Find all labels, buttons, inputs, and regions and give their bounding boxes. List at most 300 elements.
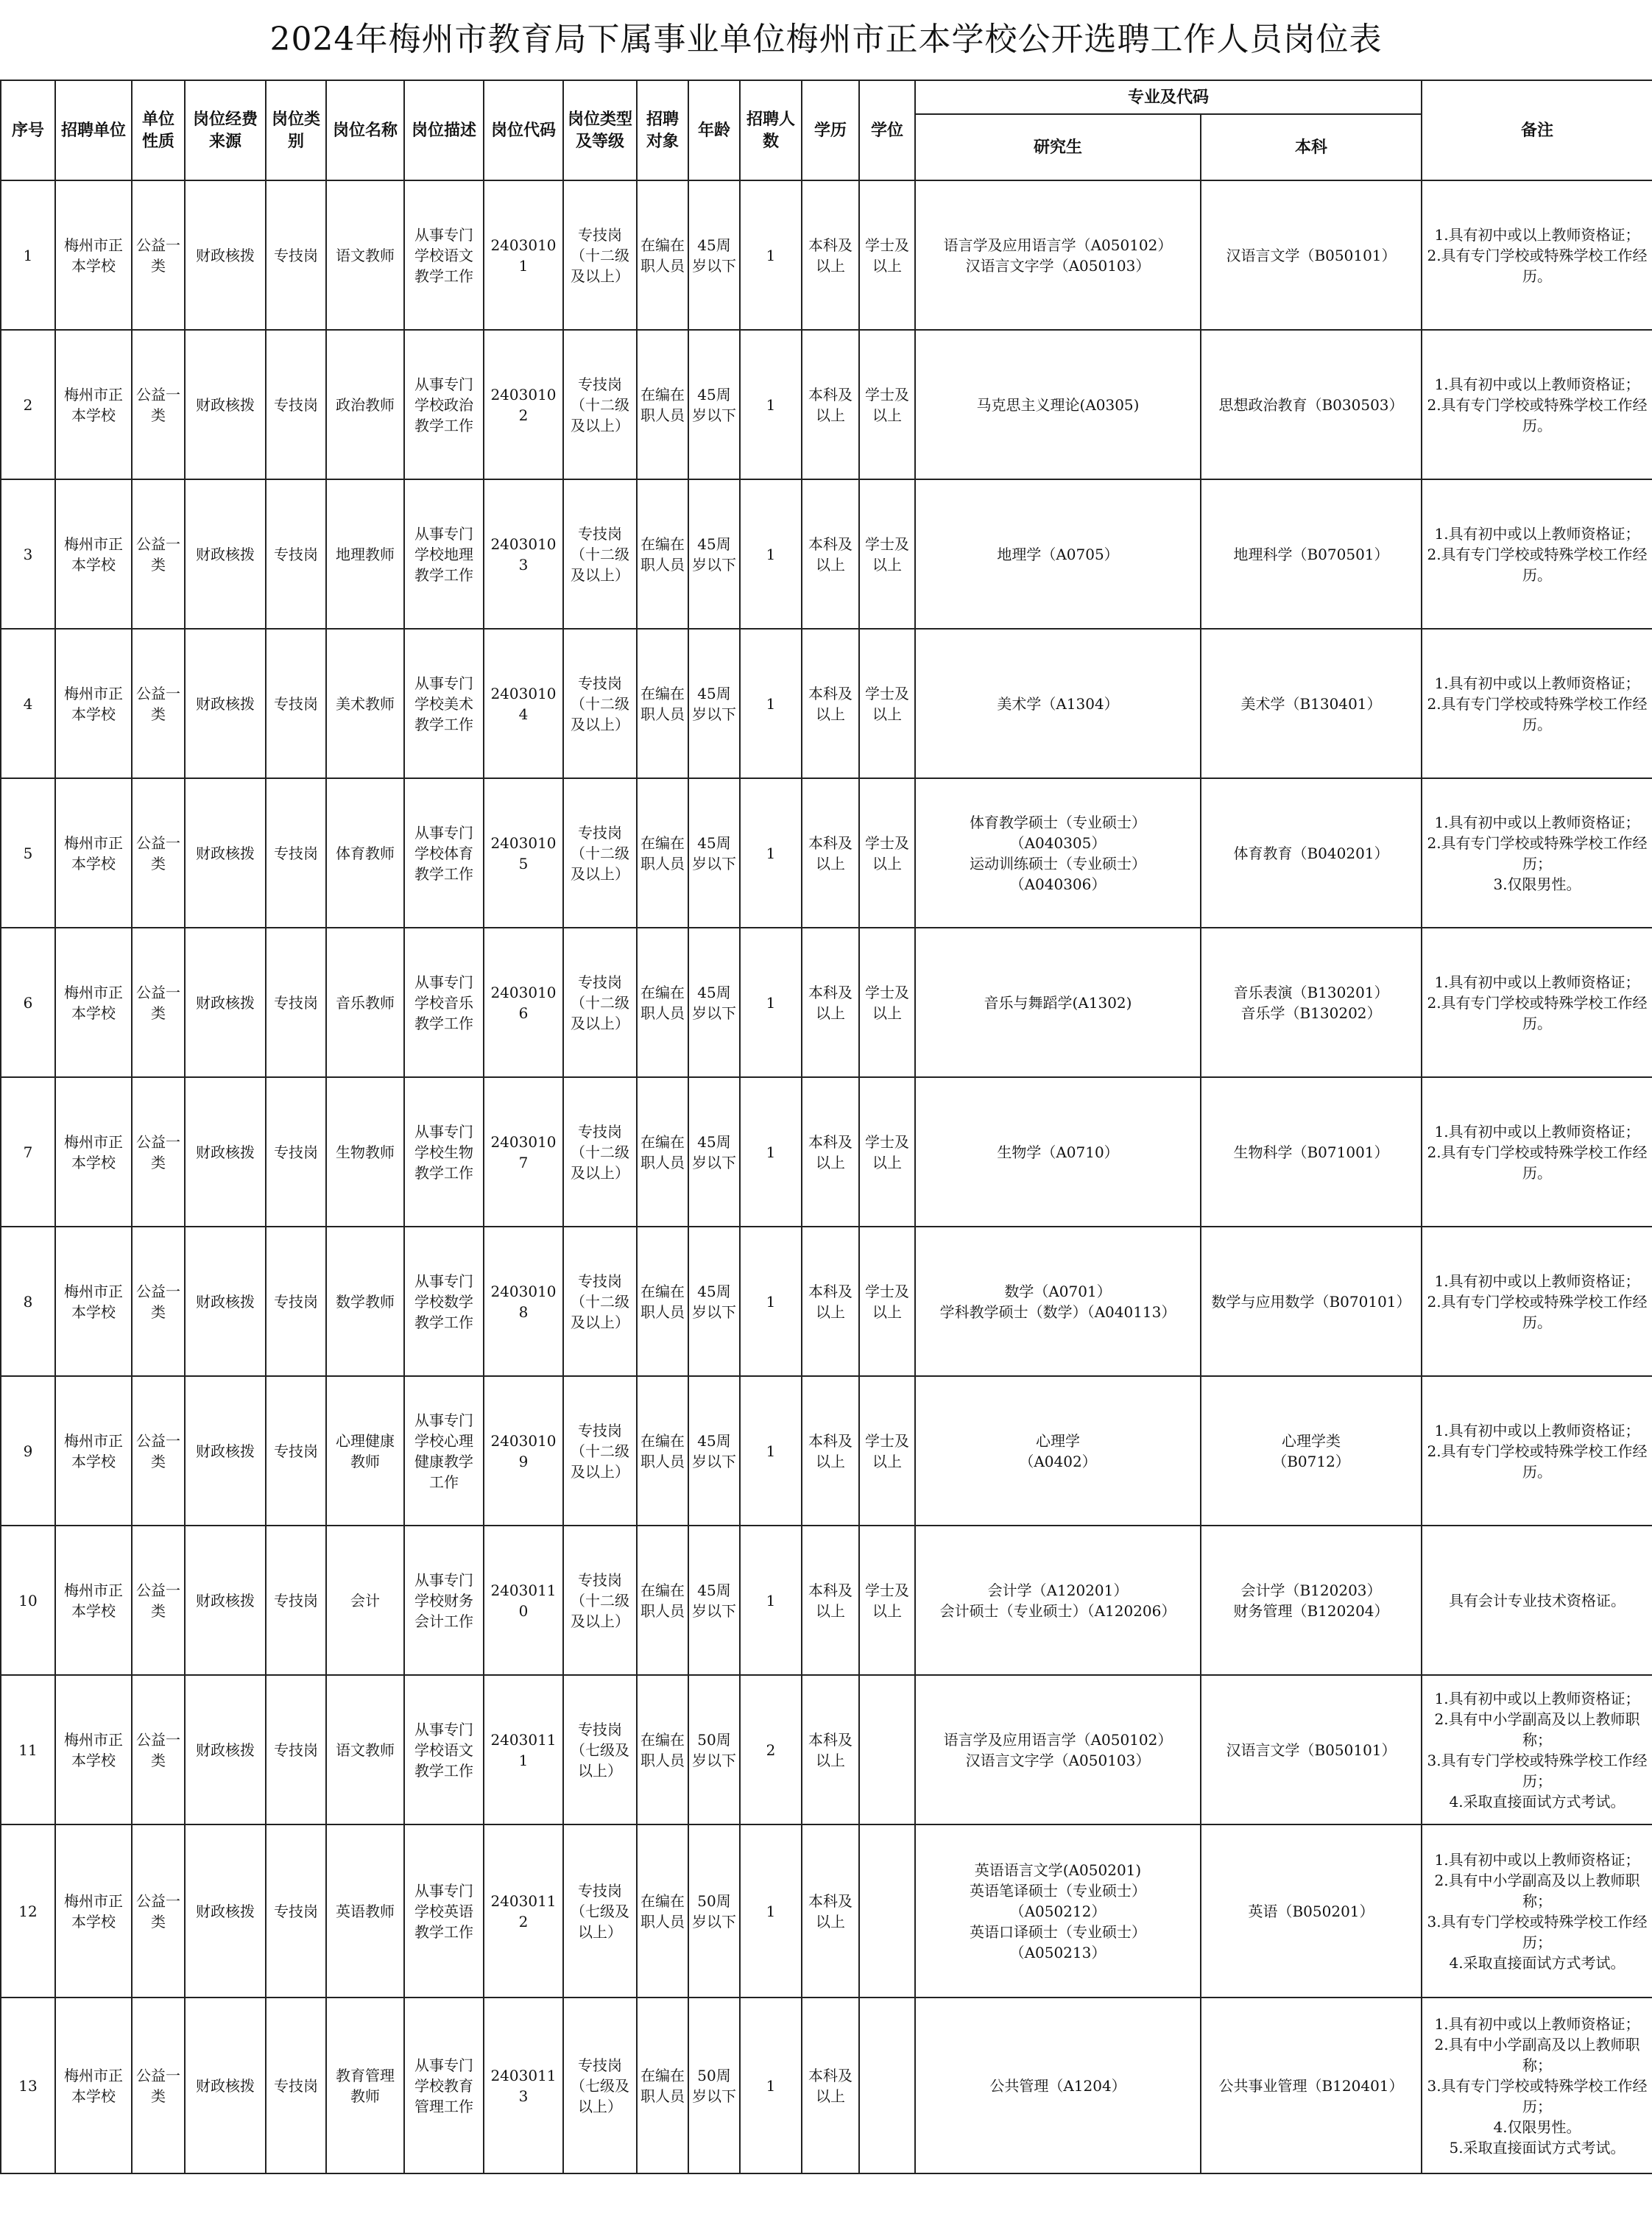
cell-undergrad-majors bbox=[1201, 180, 1422, 330]
remark-line: 2.具有中小学副高及以上教师职称； bbox=[1434, 2035, 1640, 2074]
cell-unit: 梅州市正本学校 bbox=[55, 1077, 132, 1227]
cell-undergrad-majors bbox=[1201, 928, 1422, 1077]
header-post-code: 岗位代码 bbox=[484, 80, 563, 180]
cell-post-level: 专技岗（十二级及以上） bbox=[563, 479, 637, 629]
cell-target: 在编在职人员 bbox=[637, 1526, 688, 1675]
cell-category: 专技岗 bbox=[266, 629, 326, 778]
cell-unit: 梅州市正本学校 bbox=[55, 180, 132, 330]
cell-degree: 学士及以上 bbox=[859, 330, 915, 479]
cell-post-code: 24030108 bbox=[484, 1227, 563, 1376]
cell-degree: 学士及以上 bbox=[859, 1077, 915, 1227]
cell-unit: 梅州市正本学校 bbox=[55, 479, 132, 629]
cell-post-desc: 从事专门学校政治教学工作 bbox=[404, 330, 484, 479]
table-row bbox=[1, 330, 1652, 479]
table-row bbox=[1, 479, 1652, 629]
cell-category: 专技岗 bbox=[266, 180, 326, 330]
cell-nature: 公益一类 bbox=[132, 1998, 185, 2173]
cell-unit: 梅州市正本学校 bbox=[55, 1675, 132, 1824]
remark-line: 1.具有初中或以上教师资格证； bbox=[1434, 973, 1640, 991]
table-row bbox=[1, 1998, 1652, 2173]
cell-degree: 学士及以上 bbox=[859, 1526, 915, 1675]
remark-line: 3.仅限男性。 bbox=[1493, 875, 1581, 893]
cell-post-name: 美术教师 bbox=[326, 629, 404, 778]
cell-post-level: 专技岗（十二级及以上） bbox=[563, 629, 637, 778]
header-remark: 备注 bbox=[1422, 80, 1652, 180]
cell-seq: 13 bbox=[1, 1998, 55, 2173]
cell-count: 1 bbox=[740, 479, 802, 629]
grad-major-line: 体育教学硕士（专业硕士） bbox=[970, 813, 1146, 831]
cell-post-code: 24030110 bbox=[484, 1526, 563, 1675]
cell-post-code: 24030103 bbox=[484, 479, 563, 629]
cell-age: 45周岁以下 bbox=[688, 629, 740, 778]
cell-post-desc: 从事专门学校地理教学工作 bbox=[404, 479, 484, 629]
grad-major-line: 汉语言文字学（A050103） bbox=[965, 256, 1151, 275]
cell-unit: 梅州市正本学校 bbox=[55, 1227, 132, 1376]
header-funding: 岗位经费来源 bbox=[185, 80, 266, 180]
grad-major-line: 地理学（A0705） bbox=[997, 545, 1119, 563]
recruitment-table bbox=[0, 80, 1652, 2174]
cell-remark bbox=[1422, 1227, 1652, 1376]
cell-age: 50周岁以下 bbox=[688, 1824, 740, 1998]
remark-line: 2.具有中小学副高及以上教师职称； bbox=[1434, 1871, 1640, 1910]
table-row bbox=[1, 1675, 1652, 1824]
cell-undergrad-majors bbox=[1201, 1998, 1422, 2173]
cell-funding: 财政核拨 bbox=[185, 1376, 266, 1526]
remark-line: 具有会计专业技术资格证。 bbox=[1449, 1591, 1626, 1609]
cell-post-name: 会计 bbox=[326, 1526, 404, 1675]
grad-major-line: 学科教学硕士（数学）（A040113） bbox=[939, 1302, 1176, 1321]
cell-unit: 梅州市正本学校 bbox=[55, 778, 132, 928]
cell-count: 1 bbox=[740, 1998, 802, 2173]
cell-age: 45周岁以下 bbox=[688, 1526, 740, 1675]
cell-target: 在编在职人员 bbox=[637, 330, 688, 479]
cell-funding: 财政核拨 bbox=[185, 180, 266, 330]
remark-line: 3.具有专门学校或特殊学校工作经历； bbox=[1427, 2076, 1648, 2115]
cell-grad-majors bbox=[915, 1526, 1201, 1675]
cell-seq: 3 bbox=[1, 479, 55, 629]
cell-age: 45周岁以下 bbox=[688, 778, 740, 928]
cell-post-name: 音乐教师 bbox=[326, 928, 404, 1077]
cell-unit: 梅州市正本学校 bbox=[55, 330, 132, 479]
cell-education: 本科及以上 bbox=[802, 928, 859, 1077]
cell-post-level: 专技岗（十二级及以上） bbox=[563, 330, 637, 479]
cell-count: 1 bbox=[740, 778, 802, 928]
undergrad-major-line: 音乐学（B130202） bbox=[1240, 1004, 1382, 1022]
cell-count: 1 bbox=[740, 1227, 802, 1376]
cell-age: 45周岁以下 bbox=[688, 1227, 740, 1376]
table-row bbox=[1, 629, 1652, 778]
cell-funding: 财政核拨 bbox=[185, 629, 266, 778]
undergrad-major-line: 音乐表演（B130201） bbox=[1233, 983, 1389, 1001]
cell-category: 专技岗 bbox=[266, 1998, 326, 2173]
cell-nature: 公益一类 bbox=[132, 180, 185, 330]
header-education: 学历 bbox=[802, 80, 859, 180]
cell-remark bbox=[1422, 1077, 1652, 1227]
cell-post-desc: 从事专门学校数学教学工作 bbox=[404, 1227, 484, 1376]
cell-post-level: 专技岗（十二级及以上） bbox=[563, 778, 637, 928]
remark-line: 2.具有专门学校或特殊学校工作经历。 bbox=[1427, 993, 1648, 1032]
remark-line: 4.仅限男性。 bbox=[1493, 2118, 1581, 2136]
cell-grad-majors bbox=[915, 629, 1201, 778]
cell-nature: 公益一类 bbox=[132, 479, 185, 629]
cell-post-name: 语文教师 bbox=[326, 1675, 404, 1824]
table-row bbox=[1, 1824, 1652, 1998]
remark-line: 1.具有初中或以上教师资格证； bbox=[1434, 674, 1640, 692]
header-post-name: 岗位名称 bbox=[326, 80, 404, 180]
grad-major-line: 生物学（A0710） bbox=[997, 1143, 1119, 1161]
cell-funding: 财政核拨 bbox=[185, 1824, 266, 1998]
cell-target: 在编在职人员 bbox=[637, 1675, 688, 1824]
cell-target: 在编在职人员 bbox=[637, 1077, 688, 1227]
cell-unit: 梅州市正本学校 bbox=[55, 629, 132, 778]
undergrad-major-line: 体育教育（B040201） bbox=[1233, 844, 1389, 862]
cell-category: 专技岗 bbox=[266, 1824, 326, 1998]
cell-post-code: 24030105 bbox=[484, 778, 563, 928]
cell-grad-majors bbox=[915, 1675, 1201, 1824]
grad-major-line: （A040306） bbox=[1009, 875, 1106, 893]
cell-funding: 财政核拨 bbox=[185, 1998, 266, 2173]
cell-undergrad-majors bbox=[1201, 479, 1422, 629]
grad-major-line: （A040305） bbox=[1009, 833, 1106, 852]
cell-education: 本科及以上 bbox=[802, 1998, 859, 2173]
cell-seq: 7 bbox=[1, 1077, 55, 1227]
cell-target: 在编在职人员 bbox=[637, 629, 688, 778]
table-row bbox=[1, 1376, 1652, 1526]
cell-undergrad-majors bbox=[1201, 629, 1422, 778]
grad-major-line: 公共管理（A1204） bbox=[989, 2076, 1126, 2095]
cell-funding: 财政核拨 bbox=[185, 1526, 266, 1675]
cell-grad-majors bbox=[915, 330, 1201, 479]
cell-nature: 公益一类 bbox=[132, 1227, 185, 1376]
cell-degree bbox=[859, 1675, 915, 1824]
remark-line: 4.采取直接面试方式考试。 bbox=[1449, 1953, 1625, 1972]
cell-degree: 学士及以上 bbox=[859, 928, 915, 1077]
remark-line: 3.具有专门学校或特殊学校工作经历； bbox=[1427, 1912, 1648, 1951]
cell-target: 在编在职人员 bbox=[637, 180, 688, 330]
cell-post-code: 24030101 bbox=[484, 180, 563, 330]
remark-line: 1.具有初中或以上教师资格证； bbox=[1434, 1850, 1640, 1869]
undergrad-major-line: 汉语言文学（B050101） bbox=[1226, 246, 1397, 264]
cell-unit: 梅州市正本学校 bbox=[55, 1376, 132, 1526]
cell-degree bbox=[859, 1998, 915, 2173]
remark-line: 1.具有初中或以上教师资格证； bbox=[1434, 1689, 1640, 1707]
cell-category: 专技岗 bbox=[266, 778, 326, 928]
cell-count: 1 bbox=[740, 180, 802, 330]
grad-major-line: 语言学及应用语言学（A050102） bbox=[943, 1730, 1173, 1749]
cell-post-name: 语文教师 bbox=[326, 180, 404, 330]
cell-education: 本科及以上 bbox=[802, 1376, 859, 1526]
cell-count: 1 bbox=[740, 1077, 802, 1227]
cell-degree: 学士及以上 bbox=[859, 479, 915, 629]
cell-education: 本科及以上 bbox=[802, 180, 859, 330]
cell-seq: 1 bbox=[1, 180, 55, 330]
undergrad-major-line: 思想政治教育（B030503） bbox=[1218, 395, 1404, 414]
cell-post-level: 专技岗（七级及以上） bbox=[563, 1998, 637, 2173]
grad-major-line: 数学（A0701） bbox=[1004, 1282, 1112, 1300]
cell-seq: 8 bbox=[1, 1227, 55, 1376]
cell-remark bbox=[1422, 330, 1652, 479]
cell-nature: 公益一类 bbox=[132, 1824, 185, 1998]
cell-degree: 学士及以上 bbox=[859, 778, 915, 928]
cell-category: 专技岗 bbox=[266, 1376, 326, 1526]
cell-undergrad-majors bbox=[1201, 1675, 1422, 1824]
remark-line: 1.具有初中或以上教师资格证； bbox=[1434, 2014, 1640, 2033]
remark-line: 2.具有专门学校或特殊学校工作经历。 bbox=[1427, 1292, 1648, 1331]
cell-nature: 公益一类 bbox=[132, 1077, 185, 1227]
cell-post-code: 24030104 bbox=[484, 629, 563, 778]
cell-grad-majors bbox=[915, 1998, 1201, 2173]
remark-line: 1.具有初中或以上教师资格证； bbox=[1434, 1272, 1640, 1290]
cell-post-code: 24030102 bbox=[484, 330, 563, 479]
cell-post-code: 24030111 bbox=[484, 1675, 563, 1824]
cell-post-desc: 从事专门学校财务会计工作 bbox=[404, 1526, 484, 1675]
cell-funding: 财政核拨 bbox=[185, 928, 266, 1077]
grad-major-line: 语言学及应用语言学（A050102） bbox=[943, 236, 1173, 254]
cell-undergrad-majors bbox=[1201, 778, 1422, 928]
cell-category: 专技岗 bbox=[266, 1526, 326, 1675]
cell-category: 专技岗 bbox=[266, 1675, 326, 1824]
cell-unit: 梅州市正本学校 bbox=[55, 1824, 132, 1998]
cell-count: 1 bbox=[740, 1824, 802, 1998]
header-unit: 招聘单位 bbox=[55, 80, 132, 180]
grad-major-line: 会计学（A120201） bbox=[987, 1581, 1129, 1599]
cell-grad-majors bbox=[915, 928, 1201, 1077]
grad-major-line: 会计硕士（专业硕士）（A120206） bbox=[939, 1601, 1176, 1620]
grad-major-line: 美术学（A1304） bbox=[997, 694, 1119, 713]
cell-grad-majors bbox=[915, 1824, 1201, 1998]
cell-remark bbox=[1422, 778, 1652, 928]
header-nature: 单位性质 bbox=[132, 80, 185, 180]
header-post-desc: 岗位描述 bbox=[404, 80, 484, 180]
remark-line: 4.采取直接面试方式考试。 bbox=[1449, 1792, 1625, 1810]
table-row bbox=[1, 1227, 1652, 1376]
undergrad-major-line: 财务管理（B120204） bbox=[1233, 1601, 1389, 1620]
table-header bbox=[1, 80, 1652, 180]
cell-post-level: 专技岗（十二级及以上） bbox=[563, 1376, 637, 1526]
cell-post-name: 英语教师 bbox=[326, 1824, 404, 1998]
cell-remark bbox=[1422, 1675, 1652, 1824]
cell-post-code: 24030109 bbox=[484, 1376, 563, 1526]
cell-funding: 财政核拨 bbox=[185, 479, 266, 629]
cell-nature: 公益一类 bbox=[132, 1526, 185, 1675]
cell-undergrad-majors bbox=[1201, 1376, 1422, 1526]
table-row bbox=[1, 180, 1652, 330]
cell-post-level: 专技岗（十二级及以上） bbox=[563, 180, 637, 330]
cell-post-desc: 从事专门学校语文教学工作 bbox=[404, 180, 484, 330]
cell-undergrad-majors bbox=[1201, 1526, 1422, 1675]
cell-target: 在编在职人员 bbox=[637, 479, 688, 629]
remark-line: 3.具有专门学校或特殊学校工作经历； bbox=[1427, 1751, 1648, 1790]
cell-category: 专技岗 bbox=[266, 1077, 326, 1227]
header-count: 招聘人数 bbox=[740, 80, 802, 180]
table-row bbox=[1, 928, 1652, 1077]
undergrad-major-line: （B0712） bbox=[1272, 1452, 1350, 1470]
cell-target: 在编在职人员 bbox=[637, 1376, 688, 1526]
cell-seq: 10 bbox=[1, 1526, 55, 1675]
cell-seq: 4 bbox=[1, 629, 55, 778]
cell-post-name: 生物教师 bbox=[326, 1077, 404, 1227]
cell-education: 本科及以上 bbox=[802, 629, 859, 778]
grad-major-line: 马克思主义理论(A0305) bbox=[976, 395, 1140, 414]
remark-line: 2.具有专门学校或特殊学校工作经历。 bbox=[1427, 545, 1648, 584]
cell-post-name: 体育教师 bbox=[326, 778, 404, 928]
grad-major-line: （A0402） bbox=[1019, 1452, 1097, 1470]
cell-nature: 公益一类 bbox=[132, 330, 185, 479]
cell-remark bbox=[1422, 928, 1652, 1077]
grad-major-line: 英语口译硕士（专业硕士） bbox=[970, 1922, 1146, 1941]
remark-line: 2.具有专门学校或特殊学校工作经历。 bbox=[1427, 246, 1648, 285]
cell-funding: 财政核拨 bbox=[185, 1077, 266, 1227]
header-major-group: 专业及代码 bbox=[915, 80, 1422, 114]
grad-major-line: 英语语言文学(A050201) bbox=[974, 1861, 1142, 1879]
cell-post-desc: 从事专门学校美术教学工作 bbox=[404, 629, 484, 778]
remark-line: 1.具有初中或以上教师资格证； bbox=[1434, 1122, 1640, 1140]
cell-nature: 公益一类 bbox=[132, 928, 185, 1077]
cell-post-desc: 从事专门学校英语教学工作 bbox=[404, 1824, 484, 1998]
cell-target: 在编在职人员 bbox=[637, 1824, 688, 1998]
cell-remark bbox=[1422, 1998, 1652, 2173]
cell-grad-majors bbox=[915, 1376, 1201, 1526]
grad-major-line: 汉语言文字学（A050103） bbox=[965, 1751, 1151, 1769]
cell-funding: 财政核拨 bbox=[185, 330, 266, 479]
cell-education: 本科及以上 bbox=[802, 1077, 859, 1227]
cell-nature: 公益一类 bbox=[132, 1675, 185, 1824]
cell-education: 本科及以上 bbox=[802, 1675, 859, 1824]
cell-count: 1 bbox=[740, 928, 802, 1077]
cell-grad-majors bbox=[915, 778, 1201, 928]
cell-post-code: 24030107 bbox=[484, 1077, 563, 1227]
cell-education: 本科及以上 bbox=[802, 1227, 859, 1376]
cell-degree: 学士及以上 bbox=[859, 1227, 915, 1376]
cell-post-name: 政治教师 bbox=[326, 330, 404, 479]
remark-line: 5.采取直接面试方式考试。 bbox=[1449, 2138, 1625, 2157]
cell-grad-majors bbox=[915, 1077, 1201, 1227]
cell-education: 本科及以上 bbox=[802, 778, 859, 928]
cell-age: 50周岁以下 bbox=[688, 1998, 740, 2173]
cell-age: 45周岁以下 bbox=[688, 1077, 740, 1227]
cell-post-desc: 从事专门学校心理健康教学工作 bbox=[404, 1376, 484, 1526]
undergrad-major-line: 英语（B050201） bbox=[1248, 1902, 1374, 1920]
cell-post-desc: 从事专门学校生物教学工作 bbox=[404, 1077, 484, 1227]
cell-remark bbox=[1422, 629, 1652, 778]
cell-post-code: 24030112 bbox=[484, 1824, 563, 1998]
header-seq: 序号 bbox=[1, 80, 55, 180]
remark-line: 1.具有初中或以上教师资格证； bbox=[1434, 524, 1640, 543]
cell-undergrad-majors bbox=[1201, 1824, 1422, 1998]
cell-degree: 学士及以上 bbox=[859, 629, 915, 778]
cell-unit: 梅州市正本学校 bbox=[55, 928, 132, 1077]
cell-post-name: 地理教师 bbox=[326, 479, 404, 629]
cell-post-level: 专技岗（十二级及以上） bbox=[563, 1077, 637, 1227]
cell-age: 45周岁以下 bbox=[688, 479, 740, 629]
cell-grad-majors bbox=[915, 180, 1201, 330]
cell-category: 专技岗 bbox=[266, 479, 326, 629]
header-post-level: 岗位类型及等级 bbox=[563, 80, 637, 180]
cell-post-code: 24030113 bbox=[484, 1998, 563, 2173]
grad-major-line: 音乐与舞蹈学(A1302) bbox=[984, 993, 1132, 1012]
cell-seq: 6 bbox=[1, 928, 55, 1077]
cell-age: 50周岁以下 bbox=[688, 1675, 740, 1824]
remark-line: 2.具有专门学校或特殊学校工作经历。 bbox=[1427, 1143, 1648, 1182]
table-row bbox=[1, 778, 1652, 928]
cell-post-desc: 从事专门学校体育教学工作 bbox=[404, 778, 484, 928]
cell-grad-majors bbox=[915, 479, 1201, 629]
cell-degree bbox=[859, 1824, 915, 1998]
undergrad-major-line: 生物科学（B071001） bbox=[1233, 1143, 1389, 1161]
cell-remark bbox=[1422, 1376, 1652, 1526]
cell-remark bbox=[1422, 1824, 1652, 1998]
undergrad-major-line: 心理学类 bbox=[1282, 1431, 1341, 1450]
header-undergrad: 本科 bbox=[1201, 114, 1422, 180]
cell-target: 在编在职人员 bbox=[637, 778, 688, 928]
cell-education: 本科及以上 bbox=[802, 479, 859, 629]
header-target: 招聘对象 bbox=[637, 80, 688, 180]
remark-line: 2.具有专门学校或特殊学校工作经历。 bbox=[1427, 694, 1648, 733]
cell-seq: 5 bbox=[1, 778, 55, 928]
cell-nature: 公益一类 bbox=[132, 778, 185, 928]
cell-post-desc: 从事专门学校音乐教学工作 bbox=[404, 928, 484, 1077]
undergrad-major-line: 地理科学（B070501） bbox=[1233, 545, 1389, 563]
cell-post-level: 专技岗（十二级及以上） bbox=[563, 928, 637, 1077]
table-body bbox=[1, 180, 1652, 2173]
cell-post-level: 专技岗（十二级及以上） bbox=[563, 1526, 637, 1675]
cell-age: 45周岁以下 bbox=[688, 928, 740, 1077]
cell-education: 本科及以上 bbox=[802, 330, 859, 479]
cell-category: 专技岗 bbox=[266, 330, 326, 479]
cell-post-name: 教育管理教师 bbox=[326, 1998, 404, 2173]
remark-line: 2.具有中小学副高及以上教师职称； bbox=[1434, 1710, 1640, 1749]
cell-post-name: 心理健康教师 bbox=[326, 1376, 404, 1526]
remark-line: 1.具有初中或以上教师资格证； bbox=[1434, 813, 1640, 831]
cell-unit: 梅州市正本学校 bbox=[55, 1526, 132, 1675]
cell-grad-majors bbox=[915, 1227, 1201, 1376]
cell-undergrad-majors bbox=[1201, 1227, 1422, 1376]
cell-remark bbox=[1422, 479, 1652, 629]
cell-seq: 11 bbox=[1, 1675, 55, 1824]
cell-count: 1 bbox=[740, 629, 802, 778]
page-title: 2024年梅州市教育局下属事业单位梅州市正本学校公开选聘工作人员岗位表 bbox=[269, 21, 1383, 58]
undergrad-major-line: 美术学（B130401） bbox=[1240, 694, 1382, 713]
cell-degree: 学士及以上 bbox=[859, 1376, 915, 1526]
cell-remark bbox=[1422, 180, 1652, 330]
cell-seq: 9 bbox=[1, 1376, 55, 1526]
undergrad-major-line: 公共事业管理（B120401） bbox=[1218, 2076, 1404, 2095]
cell-post-desc: 从事专门学校教育管理工作 bbox=[404, 1998, 484, 2173]
cell-seq: 12 bbox=[1, 1824, 55, 1998]
cell-post-level: 专技岗（七级及以上） bbox=[563, 1824, 637, 1998]
grad-major-line: 英语笔译硕士（专业硕士） bbox=[970, 1881, 1146, 1900]
header-grad: 研究生 bbox=[915, 114, 1201, 180]
cell-target: 在编在职人员 bbox=[637, 928, 688, 1077]
grad-major-line: （A050213） bbox=[1009, 1943, 1106, 1961]
cell-post-level: 专技岗（七级及以上） bbox=[563, 1675, 637, 1824]
table-row bbox=[1, 1526, 1652, 1675]
header-age: 年龄 bbox=[688, 80, 740, 180]
grad-major-line: （A050212） bbox=[1009, 1902, 1106, 1920]
cell-post-desc: 从事专门学校语文教学工作 bbox=[404, 1675, 484, 1824]
cell-funding: 财政核拨 bbox=[185, 778, 266, 928]
cell-remark bbox=[1422, 1526, 1652, 1675]
cell-education: 本科及以上 bbox=[802, 1824, 859, 1998]
cell-funding: 财政核拨 bbox=[185, 1675, 266, 1824]
undergrad-major-line: 会计学（B120203） bbox=[1240, 1581, 1382, 1599]
remark-line: 2.具有专门学校或特殊学校工作经历； bbox=[1427, 833, 1648, 872]
cell-education: 本科及以上 bbox=[802, 1526, 859, 1675]
grad-major-line: 运动训练硕士（专业硕士） bbox=[970, 854, 1146, 872]
cell-age: 45周岁以下 bbox=[688, 1376, 740, 1526]
remark-line: 1.具有初中或以上教师资格证； bbox=[1434, 375, 1640, 393]
undergrad-major-line: 汉语言文学（B050101） bbox=[1226, 1741, 1397, 1759]
